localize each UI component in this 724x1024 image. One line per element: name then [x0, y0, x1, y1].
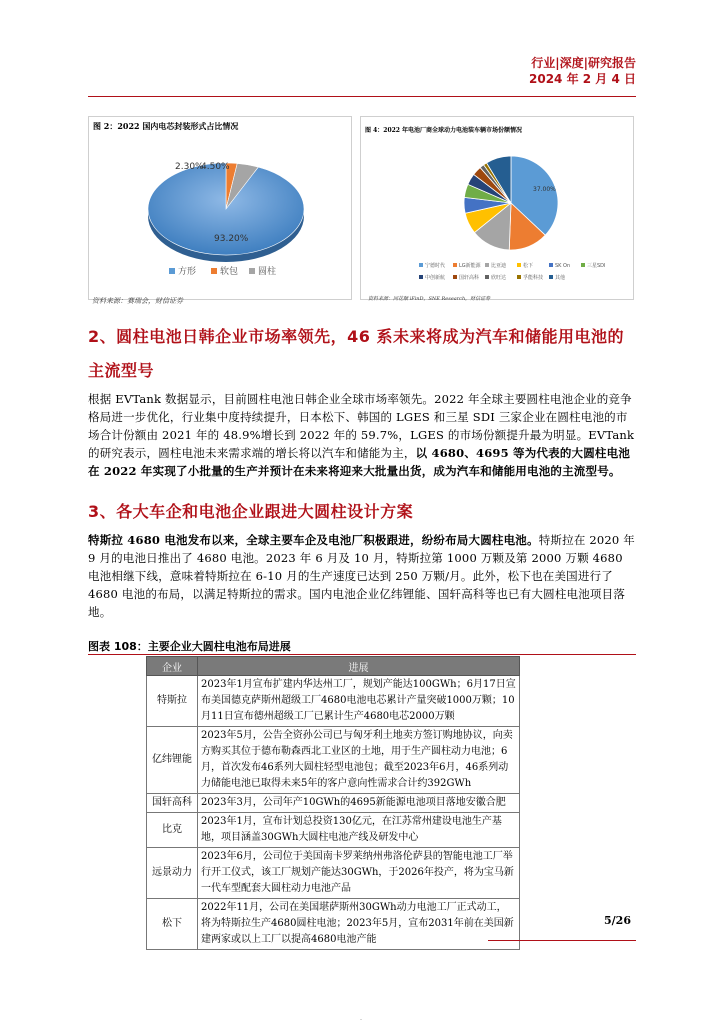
- page-number: 5/26: [604, 914, 631, 927]
- para-text: 根据 EVTank 数据显示，目前圆柱电池日韩企业全球市场率领先。2022 年全球主要圆柱电池企业的竞争格局进一步优化，行业集中度持续提升，日本松下、韩国的 LGES 和三星 SDI 三家企业在圆柱电池的市场合计份额由 2021 年的 48.9%增长到 2022 年的 59.7%，LGES 的市场份额提升最为明显。EVTank 的研究表示，圆柱电池未来需求端的增长将以汽车和储能为主，: [88, 392, 635, 460]
- figure-source: 资料来源：同花顺 iFinD，SNE Research，财信证券: [368, 296, 491, 302]
- table-row: [147, 676, 520, 727]
- legend-swatch: [485, 275, 489, 279]
- table-row: [147, 727, 520, 794]
- legend-swatch: [169, 268, 175, 274]
- page-mark: -: [360, 1016, 363, 1023]
- table-row: [147, 813, 520, 848]
- legend-label: 宁德时代: [425, 263, 446, 269]
- legend-swatch: [485, 263, 489, 267]
- section3-paragraph: [88, 531, 636, 621]
- legend-swatch: [549, 263, 553, 267]
- progress-cell: 2023年5月，公告全资孙公司已与匈牙利土地卖方签订购地协议，向卖方购买其位于德布勒森西北工业区的土地，用于生产圆柱动力电池；6月，首次发布46系列大圆柱轻型电池包；截至2023年6月，46系列动力储能电池已取得未来5年的客户意向性需求合计约392GWh: [198, 727, 520, 794]
- legend-swatch: [419, 263, 423, 267]
- header-progress: 进展: [198, 657, 520, 676]
- section3-title: 3、各大车企和电池企业跟进大圆柱设计方案: [88, 502, 414, 521]
- report-date: 2024 年 2 月 4 日: [529, 72, 636, 86]
- company-cell: 特斯拉: [147, 676, 198, 727]
- legend-swatch: [419, 275, 423, 279]
- legend-swatch: [549, 275, 553, 279]
- figure-title: 图 2：2022 国内电芯封装形式占比情况: [93, 121, 239, 131]
- pie-data-label: 2.30%: [175, 162, 204, 172]
- pie-data-label: 93.20%: [214, 234, 249, 244]
- section2-title: 2、圆柱电池日韩企业市场率领先，46 系未来将成为汽车和储能用电池的: [88, 327, 624, 346]
- figure-battery-maker-share: [360, 116, 634, 300]
- table-title: 图表 108：主要企业大圆柱电池布局进展: [88, 640, 291, 653]
- legend-swatch: [517, 263, 521, 267]
- company-cell: 远景动力: [147, 848, 198, 899]
- table-title-rule: [88, 654, 636, 655]
- para-text: 特斯拉在 2020 年 9 月的电池日推出了 4680 电池。2023 年 6 月及 10 月，特斯拉第 1000 万颗及第 2000 万颗 4680 电池相继下线，意味着特斯拉在 6-10 月的生产速度已达到 250 万颗/月。此外，松下也在美国进行了 4680 电池的布局，以满足特斯拉的需求。国内电池企业亿纬锂能、国轩高科等也已有大圆柱电池项目落地。: [88, 533, 635, 619]
- company-progress-table: [146, 656, 520, 950]
- para-bold: 特斯拉 4680 电池发布以来，全球主要车企及电池厂积极跟进，纷纷布局大圆柱电池。: [88, 533, 539, 547]
- legend-swatch: [517, 275, 521, 279]
- legend-swatch: [581, 263, 585, 267]
- progress-cell: 2023年1月宣布扩建内华达州工厂，规划产能达100GWh；6月17日宣布美国德克萨斯州超级工厂4680电池电芯累计产量突破1000万颗；10月11日宣布德州超级工厂已累计生产4680电芯2000万颗: [198, 676, 520, 727]
- legend-label: 其他: [555, 275, 566, 281]
- company-cell: 松下: [147, 899, 198, 950]
- figure-source: 资料来源：赛瑞会，财信证券: [92, 297, 183, 305]
- progress-cell: 2023年1月，宣布计划总投资130亿元，在江苏常州建设电池生产基地，项目涵盖30GWh大圆柱电池产线及研发中心: [198, 813, 520, 848]
- pie-data-label: 37.00%: [533, 186, 556, 193]
- legend-swatch: [249, 268, 255, 274]
- pie-chart-packaging: [89, 117, 351, 299]
- progress-cell: 2023年3月，公司年产10GWh的4695新能源电池项目落地安徽合肥: [198, 794, 520, 813]
- company-cell: 亿纬锂能: [147, 727, 198, 794]
- table-row: [147, 794, 520, 813]
- legend-label: 三星SDI: [587, 263, 606, 269]
- legend-label: 比亚迪: [491, 263, 507, 269]
- header-divider: [88, 96, 636, 97]
- figure-title: 图 4：2022 年电池厂商全球动力电池装车辆市场份额情况: [365, 127, 523, 134]
- pie-data-label: 4.50%: [201, 162, 230, 172]
- pie-chart-makers: [361, 117, 633, 299]
- legend-label: 松下: [523, 263, 534, 269]
- legend-label: 国轩高科: [459, 275, 480, 281]
- progress-cell: 2023年6月，公司位于美国南卡罗莱纳州弗洛伦萨县的智能电池工厂举行开工仪式，该工厂规划产能达30GWh，于2026年投产，将为宝马新一代车型配套大圆柱动力电池产品: [198, 848, 520, 899]
- legend-swatch: [453, 275, 457, 279]
- footer-rule: [488, 940, 636, 941]
- section2-paragraph: [88, 390, 636, 480]
- header-company: 企业: [147, 657, 198, 676]
- legend-label: 圆柱: [258, 267, 277, 277]
- progress-cell: 2022年11月，公司在美国堪萨斯州30GWh动力电池工厂正式动工，将为特斯拉生产4680圆柱电池；2023年5月，宣布2031年前在美国新建两家或以上工厂以提高4680电池产能: [198, 899, 520, 950]
- legend-swatch: [453, 263, 457, 267]
- legend-swatch: [211, 268, 217, 274]
- table-row: [147, 848, 520, 899]
- table-row: [147, 899, 520, 950]
- legend-label: 欣旺达: [491, 275, 507, 281]
- company-cell: 比克: [147, 813, 198, 848]
- legend-label: 软包: [220, 267, 239, 277]
- legend-label: SK On: [555, 263, 571, 269]
- report-type: 行业|深度|研究报告: [531, 56, 636, 70]
- company-cell: 国轩高科: [147, 794, 198, 813]
- figure-packaging-share: [88, 116, 352, 300]
- section2-title-cont: 主流型号: [88, 361, 155, 380]
- legend-label: 方形: [178, 267, 197, 277]
- legend-label: 孚能科技: [523, 275, 544, 281]
- legend-label: 中创新航: [425, 275, 446, 281]
- table-header-row: [147, 657, 520, 676]
- para-bold: 以 4680、4695 等为代表的大圆柱电池在 2022 年实现了小批量的生产并预计在未来将迎来大批量出货，成为汽车和储能用电池的主流型号。: [88, 446, 631, 478]
- legend-label: LG新能源: [459, 263, 481, 269]
